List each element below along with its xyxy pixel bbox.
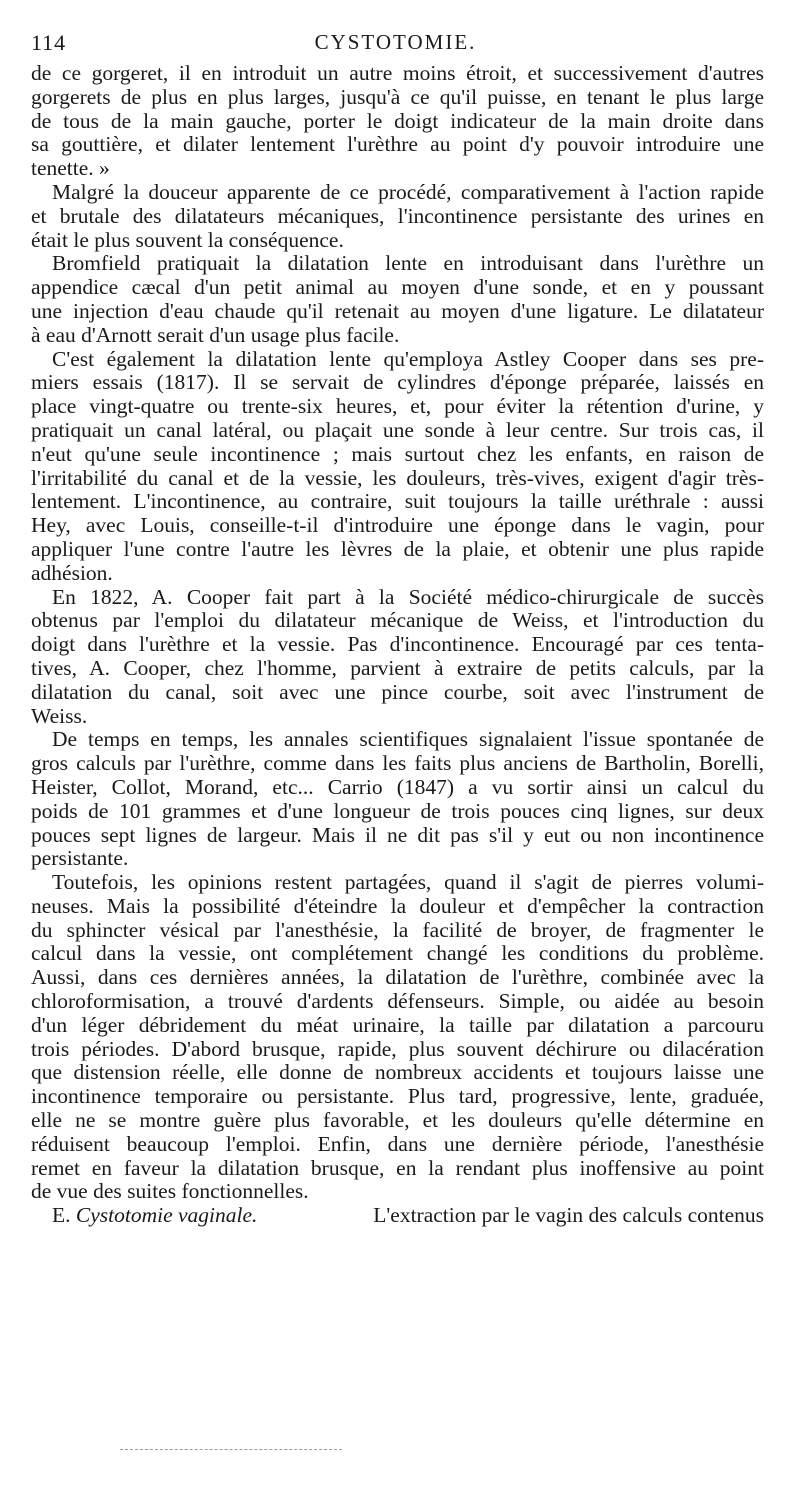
text-line: à eau d'Arnott serait d'un usage plus facile. <box>31 322 400 347</box>
text-line: tives, A. Cooper, chez l'homme, parvient à extraire de petits calculs, par la <box>31 655 764 680</box>
text-line: De temps en temps, les annales scientifiques signalaient l'issue spontanée de <box>52 727 764 752</box>
footer-rule <box>120 1449 342 1450</box>
text-line: incontinence temporaire ou persistante. Plus tard, progressive, lente, graduée, <box>31 1084 764 1109</box>
text-line: adhésion. <box>31 560 113 585</box>
section-heading: Cystotomie vaginale. <box>75 1203 258 1228</box>
page-number: 114 <box>31 30 67 55</box>
text-line: obtenus par l'emploi du dilatateur mécanique de Weiss, et l'introduction du <box>31 608 764 633</box>
text-line: elle ne se montre guère plus favorable, et les douleurs qu'elle détermine en <box>31 1108 764 1133</box>
text-line: Hey, avec Louis, conseille-t-il d'introduire une éponge dans le vagin, pour <box>31 513 764 538</box>
text-line: chloroformisation, a trouvé d'ardents défenseurs. Simple, ou aidée au besoin <box>31 989 764 1014</box>
text-line: gros calculs par l'urèthre, comme dans les faits plus anciens de Bartholin, Borelli, <box>31 751 764 776</box>
text-line: dilatation du canal, soit avec une pince courbe, soit avec l'instrument de <box>31 679 764 704</box>
text-line: l'irritabilité du canal et de la vessie, les douleurs, très-vives, exigent d'agir très- <box>31 465 764 490</box>
text-line: que distension réelle, elle donne de nombreux accidents et toujours laisse une <box>31 1060 764 1085</box>
section-text: L'extraction par le vagin des calculs contenus <box>373 1203 764 1228</box>
text-line: remet en faveur la dilatation brusque, en la rendant plus inoffensive au point <box>31 1155 764 1180</box>
running-title: CYSTOTOMIE. <box>314 30 477 54</box>
section-heading-group <box>52 1204 257 1228</box>
text-line: Weiss. <box>31 703 88 728</box>
text-line: et brutale des dilatateurs mécaniques, l'incontinence persistante des urines en <box>31 203 764 228</box>
body-text <box>31 62 764 1228</box>
text-line: de ce gorgeret, il en introduit un autre moins étroit, et successivement d'autres <box>31 61 764 85</box>
text-line: persistante. <box>31 846 129 871</box>
text-line: En 1822, A. Cooper fait part à la Société médico-chirurgicale de succès <box>52 584 764 609</box>
text-line: poids de 101 grammes et d'une longueur de trois pouces cinq lignes, sur deux <box>31 798 764 823</box>
text-line: pouces sept lignes de largeur. Mais il ne dit pas s'il y eut ou non incontinence <box>31 822 764 847</box>
text-line: calcul dans la vessie, ont complétement changé les conditions du problème. <box>31 941 764 966</box>
text-line: Malgré la douceur apparente de ce procédé, comparativement à l'action rapide <box>52 179 764 204</box>
text-line: neuses. Mais la possibilité d'éteindre la douleur et d'empêcher la contraction <box>31 893 764 918</box>
page-header <box>31 30 760 60</box>
text-line: Bromfield pratiquait la dilatation lente en introduisant dans l'urèthre un <box>52 251 764 276</box>
text-line: réduisent beaucoup l'emploi. Enfin, dans une dernière période, l'anesthésie <box>31 1131 764 1156</box>
text-line: de tous de la main gauche, porter le doigt indicateur de la main droite dans <box>31 108 764 133</box>
text-line: du sphincter vésical par l'anesthésie, la facilité de broyer, de fragmenter le <box>31 917 764 942</box>
text-line: lentement. L'incontinence, au contraire, suit toujours la taille uréthrale : aussi <box>31 489 764 514</box>
text-line: gorgerets de plus en plus larges, jusqu'à ce qu'il puisse, en tenant le plus large <box>31 84 764 109</box>
text-line: doigt dans l'urèthre et la vessie. Pas d'incontinence. Encouragé par ces tenta- <box>31 632 764 657</box>
text-line: pratiquait un canal latéral, ou plaçait une sonde à leur centre. Sur trois cas, il <box>31 417 764 442</box>
section-heading-line <box>31 1204 764 1228</box>
text-line: trois périodes. D'abord brusque, rapide, plus souvent déchirure ou dilacération <box>31 1036 764 1061</box>
text-line: Toutefois, les opinions restent partagées, quand il s'agit de pierres volumi- <box>52 870 764 895</box>
text-line: de vue des suites fonctionnelles. <box>31 1179 309 1204</box>
text-line: miers essais (1817). Il se servait de cylindres d'éponge préparée, laissés en <box>31 370 764 395</box>
text-line: appliquer l'une contre l'autre les lèvres de la plaie, et obtenir une plus rapide <box>31 536 764 561</box>
text-line: appendice cæcal d'un petit animal au moyen d'une sonde, et en y poussant <box>31 275 764 300</box>
text-line: tenette. » <box>31 156 110 181</box>
text-line: sa gouttière, et dilater lentement l'urèthre au point d'y pouvoir introduire une <box>31 132 764 157</box>
text-line: d'un léger débridement du méat urinaire, la taille par dilatation a parcouru <box>31 1012 764 1037</box>
text-line: Aussi, dans ces dernières années, la dilatation de l'urèthre, combinée avec la <box>31 965 764 990</box>
text-line: C'est également la dilatation lente qu'employa Astley Cooper dans ses pre- <box>52 346 764 371</box>
text-line: n'eut qu'une seule incontinence ; mais surtout chez les enfants, en raison de <box>31 441 764 466</box>
text-line: Heister, Collot, Morand, etc... Carrio (1847) a vu sortir ainsi un calcul du <box>31 774 764 799</box>
text-line: une injection d'eau chaude qu'il retenait au moyen d'une ligature. Le dilatateur <box>31 298 764 323</box>
text-line: était le plus souvent la conséquence. <box>31 227 344 252</box>
text-line: place vingt-quatre ou trente-six heures, et, pour éviter la rétention d'urine, y <box>31 394 764 419</box>
section-label: E. <box>52 1203 71 1228</box>
